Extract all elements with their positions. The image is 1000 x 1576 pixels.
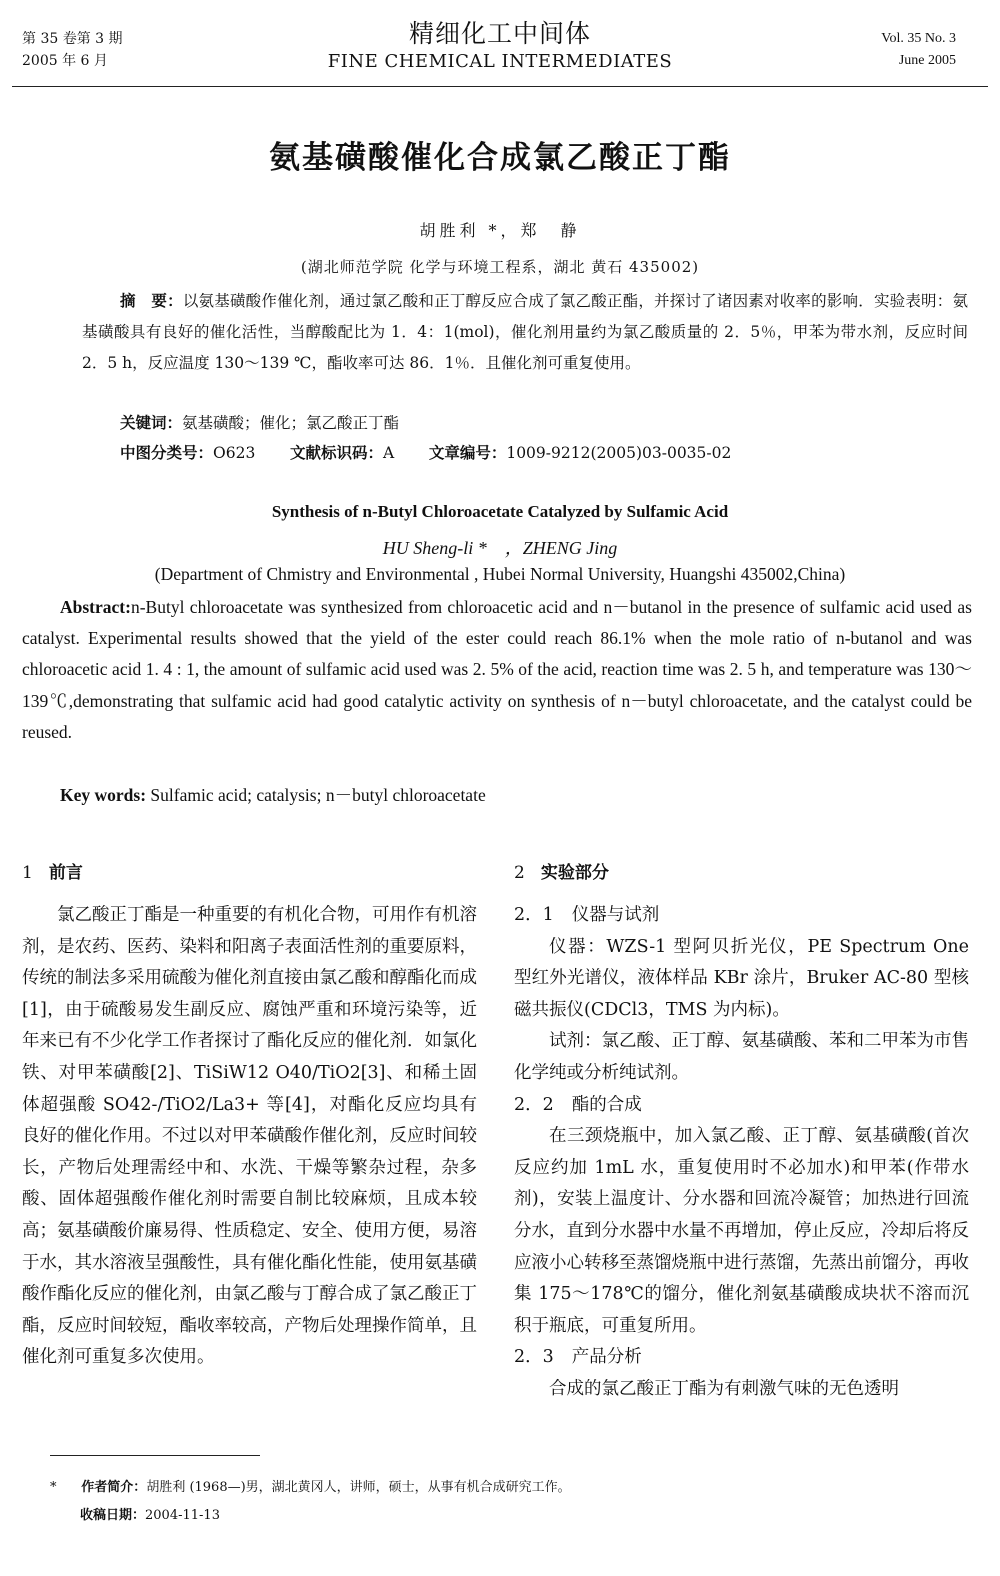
clc-label: 中图分类号： <box>120 444 214 462</box>
keywords-en-text: Sulfamic acid; catalysis; n－butyl chloroacetate <box>150 785 486 805</box>
clc-value: O623 <box>213 444 256 462</box>
article-number-label: 文章编号： <box>428 444 507 462</box>
issue-volume-cn: 第 35 卷第 3 期 <box>22 31 123 47</box>
keywords-cn-text: 氨基磺酸；催化；氯乙酸正丁酯 <box>182 414 400 432</box>
left-column <box>22 900 477 1374</box>
section-1-title: 前言 <box>48 863 83 883</box>
abstract-en-text: n-Butyl chloroacetate was synthesized from chloroacetic acid and n－butanol in the presence of sulfamic acid used as catalyst. Experimental results showed that the yield of the ester could reach 86.1% when the mole ratio of n-butanol and was chloroacetic acid 1. 4 : 1, the amount of sulfamic acid used was 2. 5% of the acid, reaction time was 2. 5 h, and temperature was 130～139℃,demonstrating that sulfamic acid had good catalytic activity on synthesis of n－butyl chloroacetate, and the catalyst could be reused. <box>22 597 972 742</box>
reagents-paragraph: 试剂：氯乙酸、正丁醇、氨基磺酸、苯和二甲苯为市售化学纯或分析纯试剂。 <box>514 1031 969 1083</box>
affiliation-en: (Department of Chmistry and Environmental , Hubei Normal University, Huangshi 435002,China) <box>154 564 846 584</box>
paper-title-cn: 氨基磺酸催化合成氯乙酸正丁酯 <box>269 140 731 176</box>
abstract-cn-text: 以氨基磺酸作催化剂，通过氯乙酸和正丁醇反应合成了氯乙酸正酯，并探讨了诸因素对收率的影响．实验表明：氨基磺酸具有良好的催化活性，当醇酸配比为 1．4：1(mol)，催化剂用量约为氯乙酸质量的 2．5％，甲苯为带水剂，反应时间 2．5 h，反应温度 130～139 ℃，酯收率可达 86．1％．且催化剂可重复使用。 <box>82 292 968 372</box>
abstract-cn <box>82 286 968 379</box>
footnote-divider <box>50 1455 260 1456</box>
abstract-cn-label: 摘 要： <box>120 292 183 310</box>
section-2-number: 2 <box>514 863 525 883</box>
journal-issue-en <box>881 28 956 72</box>
received-date-value: 2004-11-13 <box>145 1508 220 1523</box>
subsection-2-1-heading <box>514 900 969 932</box>
affiliation-cn: (湖北师范学院 化学与环境工程系，湖北 黄石 435002) <box>300 258 700 276</box>
right-column <box>514 900 969 1406</box>
keywords-cn <box>120 410 399 436</box>
section-1-heading <box>22 858 83 883</box>
article-number-value: 1009-9212(2005)03-0035-02 <box>506 444 732 462</box>
subsection-2-3-title: 产品分析 <box>571 1347 642 1368</box>
subsection-2-1-title: 仪器与试剂 <box>571 905 660 925</box>
issue-date-en: June 2005 <box>898 53 956 68</box>
abstract-en <box>22 592 972 748</box>
received-date-label: 收稿日期： <box>80 1508 146 1523</box>
abstract-en-label: Abstract: <box>60 597 131 617</box>
subsection-2-2-number: 2．2 <box>514 1094 554 1115</box>
subsection-2-3-heading <box>514 1342 969 1374</box>
subsection-2-2-heading <box>514 1090 969 1122</box>
subsection-2-1-number: 2．1 <box>514 905 554 925</box>
classification-line <box>120 440 731 466</box>
subsection-2-2-title: 酯的合成 <box>571 1094 642 1115</box>
instruments-paragraph: 仪器：WZS-1 型阿贝折光仪，PE Spectrum One 型红外光谱仪，液体样品 KBr 涂片，Bruker AC-80 型核磁共振仪(CDCl3，TMS 为内标)。 <box>514 936 969 1020</box>
footnote-mark: * <box>50 1480 57 1495</box>
author-bio-text: 胡胜利 (1968—)男，湖北黄冈人，讲师，硕士，从事有机合成研究工作。 <box>146 1480 571 1495</box>
analysis-paragraph: 合成的氯乙酸正丁酯为有刺激气味的无色透明 <box>549 1378 899 1399</box>
doc-code-value: A <box>382 444 395 462</box>
journal-name-cn: 精细化工中间体 <box>408 19 591 48</box>
authors-en: HU Sheng-li * ，ZHENG Jing <box>382 538 618 558</box>
introduction-paragraph: 氯乙酸正丁酯是一种重要的有机化合物，可用作有机溶剂，是农药、医药、染料和阳离子表面活性剂的重要原料，传统的制法多采用硫酸为催化剂直接由氯乙酸和醇酯化而成[1]，由于硫酸易发生副反应、腐蚀严重和环境污染等，近年来已有不少化学工作者探讨了酯化反应的催化剂．如氯化铁、对甲苯磺酸[2]、TiSiW12 O40/TiO2[3]、和稀土固体超强酸 SO42-/TiO2/La3+ 等[4]，对酯化反应均具有良好的催化作用。不过以对甲苯磺酸作催化剂，反应时间较长，产物后处理需经中和、水洗、干燥等繁杂过程，杂多酸、固体超强酸作催化剂时需要自制比较麻烦，且成本较高；氨基磺酸价廉易得、性质稳定、安全、使用方便，易溶于水，其水溶液呈强酸性，具有催化酯化性能，使用氨基磺酸作酯化反应的催化剂，由氯乙酸与丁醇合成了氯乙酸正丁酯，反应时间较短，酯收率较高，产物后处理操作简单，且催化剂可重复多次使用。 <box>22 905 477 1368</box>
journal-name <box>0 18 1000 74</box>
journal-name-en: FINE CHEMICAL INTERMEDIATES <box>327 51 673 72</box>
section-2-heading <box>514 858 609 883</box>
doc-code-label: 文献标识码： <box>289 444 383 462</box>
subsection-2-3-number: 2．3 <box>514 1347 554 1368</box>
keywords-en-label: Key words: <box>60 785 147 805</box>
author-bio-footnote <box>50 1478 571 1498</box>
keywords-cn-label: 关键词： <box>120 414 183 432</box>
received-date-footnote <box>80 1506 220 1526</box>
author-bio-label: 作者简介： <box>81 1480 147 1495</box>
header-divider <box>12 86 988 87</box>
section-1-number: 1 <box>22 863 33 883</box>
authors-cn: 胡胜利 *，郑 静 <box>419 221 581 240</box>
keywords-en <box>60 782 486 808</box>
issue-volume-en: Vol. 35 No. 3 <box>881 31 956 46</box>
paper-title-en: Synthesis of n-Butyl Chloroacetate Catalyzed by Sulfamic Acid <box>271 502 729 521</box>
synthesis-paragraph: 在三颈烧瓶中，加入氯乙酸、正丁醇、氨基磺酸(首次反应约加 1mL 水，重复使用时不必加水)和甲苯(作带水剂)，安装上温度计、分水器和回流冷凝管；加热进行回流分水，直到分水器中水量不再增加，停止反应，冷却后将反应液小心转移至蒸馏烧瓶中进行蒸馏，先蒸出前馏分，再收集 175～178℃的馏分，催化剂氨基磺酸成块状不溶而沉积于瓶底，可重复所用。 <box>514 1126 969 1336</box>
issue-date-cn: 2005 年 6 月 <box>22 53 108 69</box>
section-2-title: 实验部分 <box>540 863 609 883</box>
